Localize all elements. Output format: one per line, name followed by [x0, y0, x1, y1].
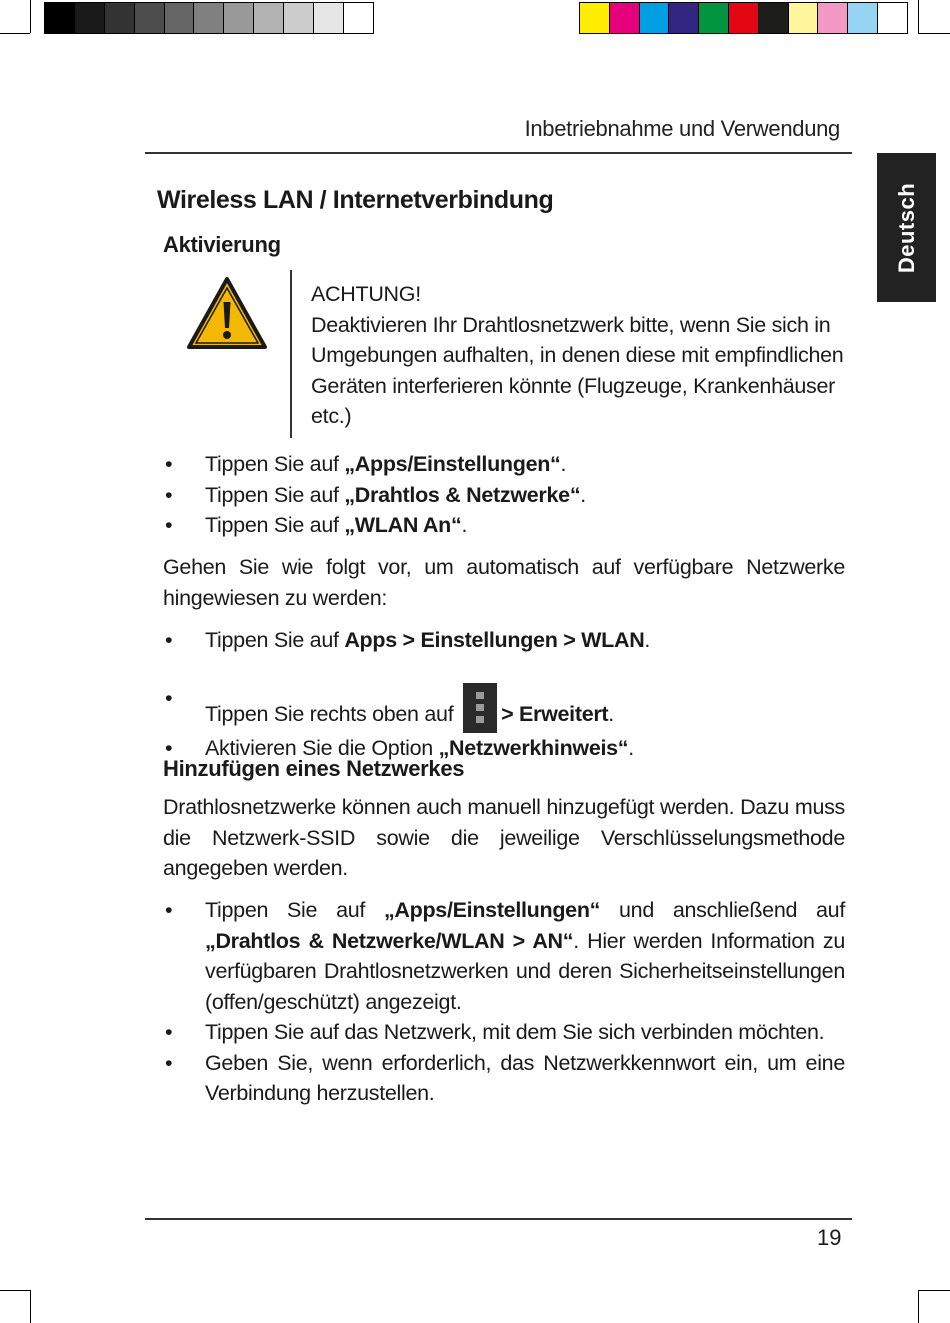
color-swatch	[878, 3, 907, 33]
page-title: Wireless LAN / Internetverbindung	[157, 186, 554, 214]
language-tab-label: Deutsch	[893, 182, 919, 273]
list-item	[163, 1017, 845, 1048]
step-text: . Hier werden Information zu verfügbaren Drahtlosnetzwerken und deren Sicherheitseinstellungen (offen/geschützt) angezeigt.	[205, 928, 845, 1014]
bullet-dot: •	[165, 1020, 173, 1044]
step-emphasis: > Erweitert	[501, 701, 609, 726]
bullet-dot: •	[165, 452, 173, 476]
warning-divider	[290, 270, 292, 438]
bullet-dot: •	[165, 628, 173, 652]
list-item	[163, 480, 586, 511]
gray-swatch	[284, 3, 314, 33]
gray-swatch	[194, 3, 224, 33]
step-suffix: .	[644, 628, 651, 652]
gray-swatch	[45, 3, 75, 33]
step-text: Aktivieren Sie die Option	[205, 735, 439, 760]
step-text: Tippen Sie auf	[205, 628, 345, 652]
crop-mark	[918, 0, 919, 33]
bullet-dot: •	[165, 482, 173, 507]
gray-swatch	[224, 3, 254, 33]
step-suffix: .	[580, 482, 586, 507]
color-swatch	[640, 3, 670, 33]
list-item	[163, 510, 586, 541]
crop-mark	[918, 1290, 919, 1323]
bullet-dot: •	[165, 685, 173, 710]
step-emphasis: „Drahtlos & Netzwerke/WLAN > AN“	[205, 928, 574, 953]
warning-line: ACHTUNG!	[311, 282, 421, 306]
gray-scale-bar	[44, 2, 374, 34]
crop-mark	[918, 33, 950, 34]
gray-swatch	[165, 3, 195, 33]
color-swatch	[699, 3, 729, 33]
color-scale-bar	[579, 2, 908, 34]
gray-swatch	[105, 3, 135, 33]
footer-rule	[145, 1218, 852, 1220]
add-network-heading: Hinzufügen eines Netzwerkes	[163, 756, 465, 781]
crop-mark	[30, 0, 31, 33]
add-network-steps-list	[163, 895, 845, 1109]
step-emphasis: „Apps/Einstellungen“	[383, 898, 601, 922]
gray-swatch	[344, 3, 373, 33]
header-rule	[145, 152, 852, 154]
step-text: Tippen Sie auf	[205, 513, 345, 537]
warning-text	[311, 279, 851, 432]
page-number: 19	[817, 1225, 842, 1250]
section-title: Inbetriebnahme und Verwendung	[524, 116, 840, 141]
step-emphasis: „Drahtlos & Netzwerke“	[344, 482, 581, 507]
color-swatch	[818, 3, 848, 33]
warning-line: etc.)	[311, 404, 352, 428]
gray-swatch	[254, 3, 284, 33]
list-item	[163, 895, 845, 1017]
gray-swatch	[75, 3, 105, 33]
step-suffix: .	[560, 452, 567, 476]
gray-swatch	[314, 3, 344, 33]
step-text: Tippen Sie auf	[205, 452, 345, 476]
crop-mark	[0, 1290, 30, 1291]
color-swatch	[789, 3, 819, 33]
crop-mark	[918, 1290, 950, 1291]
crop-mark	[0, 33, 30, 34]
step-emphasis: Apps > Einstellungen > WLAN	[344, 628, 645, 652]
step-suffix: .	[628, 735, 634, 760]
warning-triangle-icon	[186, 276, 268, 350]
color-swatch	[848, 3, 878, 33]
color-swatch	[610, 3, 640, 33]
notify-steps-list	[163, 625, 650, 763]
step-emphasis: „Netzwerkhinweis“	[438, 735, 629, 760]
warning-line: Geräten interferieren könnte (Flugzeuge, Krankenhäuser	[311, 373, 836, 398]
language-tab	[877, 153, 936, 302]
step-text: Geben Sie, wenn erforderlich, das Netzwerkkennwort ein, um eine Verbindung herzustellen.	[205, 1050, 845, 1105]
step-suffix: .	[608, 701, 614, 726]
warning-line: Umgebungen aufhalten, in denen diese mit empfindlichen	[311, 343, 844, 367]
list-item	[163, 683, 650, 733]
step-text: Tippen Sie auf	[205, 482, 345, 507]
menu-icon	[463, 683, 497, 733]
step-emphasis: „Apps/Einstellungen“	[344, 452, 561, 476]
step-text: Tippen Sie auf das Netzwerk, mit dem Sie sich verbinden möchten.	[205, 1020, 825, 1044]
step-suffix: .	[461, 513, 468, 537]
color-swatch	[669, 3, 699, 33]
bullet-dot: •	[165, 898, 173, 922]
bullet-dot: •	[165, 513, 173, 537]
color-swatch	[759, 3, 789, 33]
list-item	[163, 625, 650, 656]
auto-notify-paragraph: Gehen Sie wie folgt vor, um automatisch auf verfügbare Netzwerke hingewiesen zu werden:	[163, 555, 845, 610]
color-swatch	[729, 3, 759, 33]
gray-swatch	[135, 3, 165, 33]
bullet-dot: •	[165, 735, 173, 760]
add-network-paragraph: Drathlosnetzwerke können auch manuell hinzugefügt werden. Dazu muss die Netzwerk-SSID sowie die jeweilige Verschlüsselungsmethode angegeben werden.	[163, 795, 845, 880]
step-emphasis: „WLAN An“	[344, 513, 462, 537]
step-text: Tippen Sie rechts oben auf	[205, 701, 460, 726]
crop-mark	[30, 1290, 31, 1323]
list-item	[163, 449, 586, 480]
activation-heading: Aktivierung	[163, 232, 281, 257]
activation-steps-list	[163, 449, 586, 541]
list-item	[163, 1048, 845, 1109]
warning-line: Deaktivieren Ihr Drahtlosnetzwerk bitte, wenn Sie sich in	[311, 312, 831, 337]
color-swatch	[580, 3, 610, 33]
step-text: und anschließend auf	[600, 898, 845, 922]
step-text: Tippen Sie auf	[205, 898, 384, 922]
bullet-dot: •	[165, 1050, 173, 1075]
